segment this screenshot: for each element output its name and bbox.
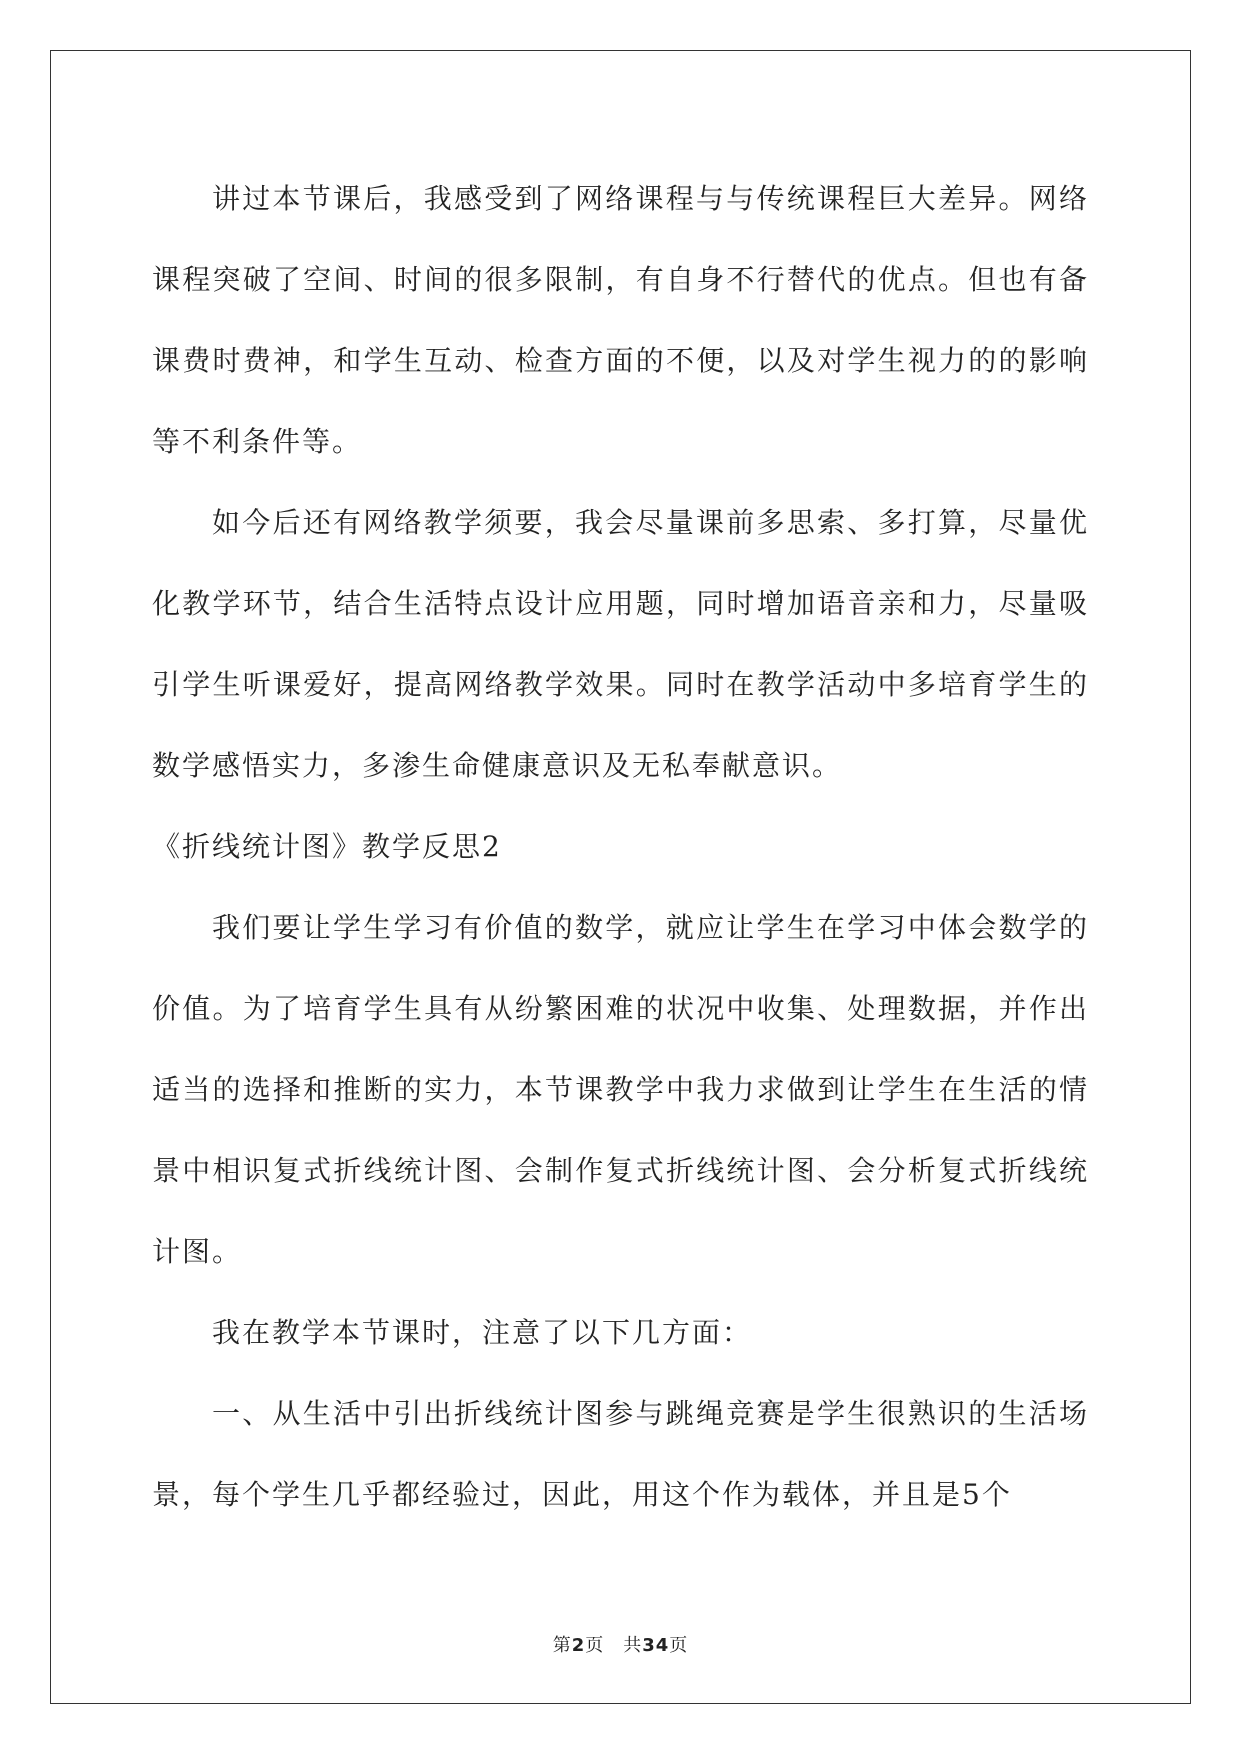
footer-prefix: 第 — [552, 1635, 572, 1656]
footer-total-pages: 34 — [642, 1635, 670, 1656]
footer-page-number: 2 — [571, 1635, 586, 1656]
footer-middle: 页 共 — [585, 1635, 643, 1656]
paragraph-1: 讲过本节课后，我感受到了网络课程与与传统课程巨大差异。网络课程突破了空间、时间的很多限制，有自身不行替代的优点。但也有备课费时费神，和学生互动、检查方面的不便，以及对学生视力的的影响等不利条件等。 — [152, 182, 1089, 458]
paragraph-5: 一、从生活中引出折线统计图参与跳绳竞赛是学生很熟识的生活场景，每个学生几乎都经验过，因此，用这个作为载体，并且是5个 — [152, 1397, 1089, 1511]
paragraph-4: 我在教学本节课时，注意了以下几方面： — [212, 1316, 753, 1349]
paragraph-2: 如今后还有网络教学须要，我会尽量课前多思索、多打算，尽量优化教学环节，结合生活特点设计应用题，同时增加语音亲和力，尽量吸引学生听课爱好，提高网络教学效果。同时在教学活动中多培育学生的数学感悟实力，多渗生命健康意识及无私奉献意识。 — [152, 506, 1089, 782]
section-heading: 《折线统计图》教学反思2 — [152, 830, 502, 863]
page-footer — [0, 1634, 1241, 1658]
footer-suffix: 页 — [669, 1635, 689, 1656]
document-body — [152, 158, 1089, 1535]
paragraph-3: 我们要让学生学习有价值的数学，就应让学生在学习中体会数学的价值。为了培育学生具有从纷繁困难的状况中收集、处理数据，并作出适当的选择和推断的实力，本节课教学中我力求做到让学生在生活的情景中相识复式折线统计图、会制作复式折线统计图、会分析复式折线统计图。 — [152, 911, 1089, 1268]
